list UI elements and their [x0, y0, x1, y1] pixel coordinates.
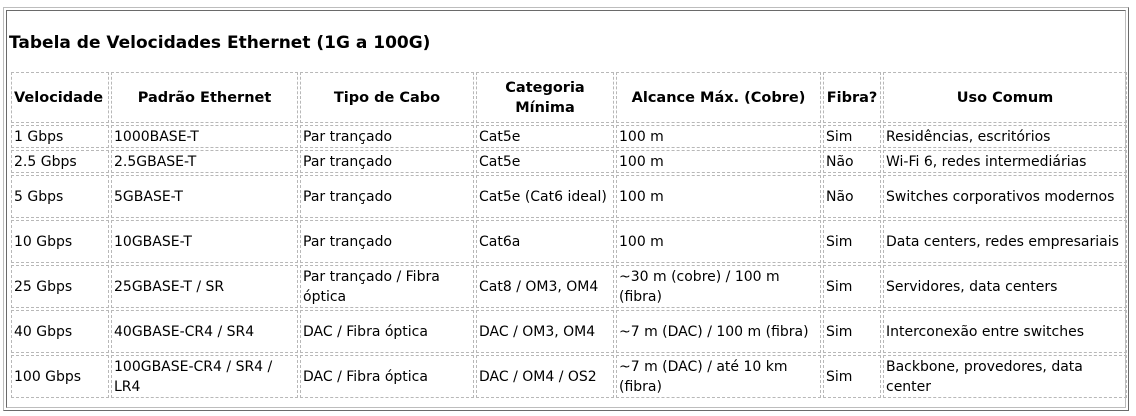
cell-alcance: 100 m	[616, 175, 821, 218]
cell-alcance: 100 m	[616, 125, 821, 148]
cell-padrao: 5GBASE-T	[111, 175, 298, 218]
ethernet-speed-table	[9, 70, 1129, 400]
header-uso-comum: Uso Comum	[883, 72, 1127, 123]
cell-fibra: Sim	[823, 265, 881, 308]
table-row	[11, 150, 1127, 173]
header-tipo-de-cabo: Tipo de Cabo	[300, 72, 474, 123]
cell-uso: Switches corporativos modernos	[883, 175, 1127, 218]
cell-alcance: ~7 m (DAC) / até 10 km (fibra)	[616, 355, 821, 398]
table-row	[11, 220, 1127, 263]
cell-padrao: 10GBASE-T	[111, 220, 298, 263]
cell-velocidade: 1 Gbps	[11, 125, 109, 148]
cell-padrao: 40GBASE-CR4 / SR4	[111, 310, 298, 353]
table-row	[11, 125, 1127, 148]
cell-fibra: Sim	[823, 310, 881, 353]
cell-uso: Interconexão entre switches	[883, 310, 1127, 353]
table-row	[11, 310, 1127, 353]
cell-velocidade: 2.5 Gbps	[11, 150, 109, 173]
cell-tipo-cabo: DAC / Fibra óptica	[300, 355, 474, 398]
cell-uso: Data centers, redes empresariais	[883, 220, 1127, 263]
cell-velocidade: 100 Gbps	[11, 355, 109, 398]
cell-fibra: Não	[823, 175, 881, 218]
cell-fibra: Sim	[823, 220, 881, 263]
table-row	[11, 355, 1127, 398]
header-padrao-ethernet: Padrão Ethernet	[111, 72, 298, 123]
cell-uso: Backbone, provedores, data center	[883, 355, 1127, 398]
cell-tipo-cabo: Par trançado	[300, 125, 474, 148]
table-caption: Tabela de Velocidades Ethernet (1G a 100G)	[9, 33, 431, 53]
cell-uso: Servidores, data centers	[883, 265, 1127, 308]
table-row	[11, 265, 1127, 308]
header-velocidade: Velocidade	[11, 72, 109, 123]
cell-categoria: Cat5e	[476, 125, 614, 148]
cell-tipo-cabo: Par trançado	[300, 220, 474, 263]
cell-fibra: Sim	[823, 355, 881, 398]
cell-padrao: 2.5GBASE-T	[111, 150, 298, 173]
cell-uso: Wi-Fi 6, redes intermediárias	[883, 150, 1127, 173]
cell-padrao: 1000BASE-T	[111, 125, 298, 148]
cell-uso: Residências, escritórios	[883, 125, 1127, 148]
cell-alcance: 100 m	[616, 150, 821, 173]
cell-categoria: Cat8 / OM3, OM4	[476, 265, 614, 308]
cell-fibra: Sim	[823, 125, 881, 148]
cell-velocidade: 10 Gbps	[11, 220, 109, 263]
cell-padrao: 25GBASE-T / SR	[111, 265, 298, 308]
cell-fibra: Não	[823, 150, 881, 173]
cell-alcance: ~7 m (DAC) / 100 m (fibra)	[616, 310, 821, 353]
header-categoria-minima: Categoria Mínima	[476, 72, 614, 123]
cell-velocidade: 40 Gbps	[11, 310, 109, 353]
cell-tipo-cabo: Par trançado / Fibra óptica	[300, 265, 474, 308]
cell-categoria: Cat6a	[476, 220, 614, 263]
cell-categoria: Cat5e (Cat6 ideal)	[476, 175, 614, 218]
cell-velocidade: 5 Gbps	[11, 175, 109, 218]
header-alcance-maximo: Alcance Máx. (Cobre)	[616, 72, 821, 123]
cell-categoria: Cat5e	[476, 150, 614, 173]
header-fibra: Fibra?	[823, 72, 881, 123]
cell-alcance: 100 m	[616, 220, 821, 263]
cell-velocidade: 25 Gbps	[11, 265, 109, 308]
cell-categoria: DAC / OM3, OM4	[476, 310, 614, 353]
cell-tipo-cabo: Par trançado	[300, 150, 474, 173]
table-row	[11, 175, 1127, 218]
header-row	[11, 72, 1127, 123]
cell-tipo-cabo: DAC / Fibra óptica	[300, 310, 474, 353]
cell-categoria: DAC / OM4 / OS2	[476, 355, 614, 398]
cell-alcance: ~30 m (cobre) / 100 m (fibra)	[616, 265, 821, 308]
cell-tipo-cabo: Par trançado	[300, 175, 474, 218]
cell-padrao: 100GBASE-CR4 / SR4 / LR4	[111, 355, 298, 398]
